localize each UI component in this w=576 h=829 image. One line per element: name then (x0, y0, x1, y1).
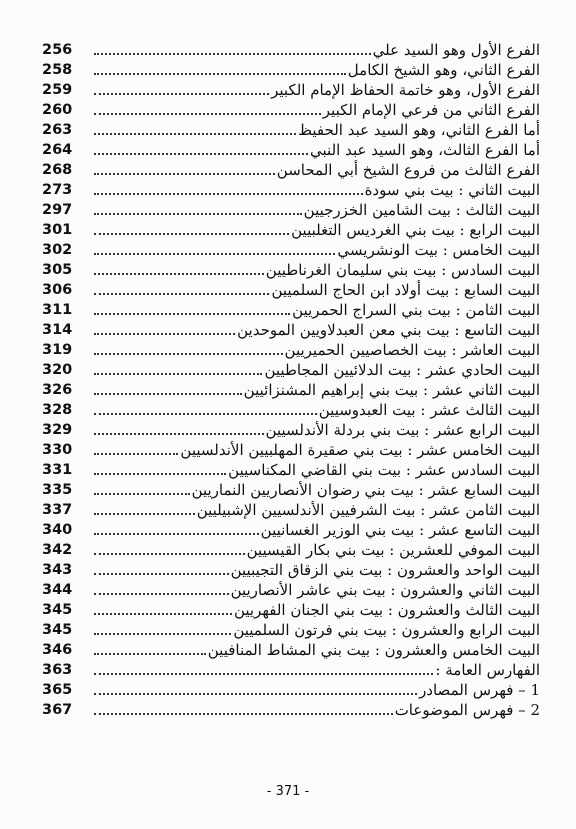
toc-row (40, 378, 540, 398)
toc-entry (90, 302, 540, 318)
toc-row (40, 678, 540, 698)
dot-leader (94, 192, 363, 195)
toc-title: البيت الثامن عشر : بيت الشرفيين الأندلسيين الإشبيليين (196, 501, 540, 519)
toc-page-number: 256 (42, 42, 73, 58)
toc-title: البيت الواحد والعشرون : بيت بني الزقاق التجيبيين (230, 561, 540, 579)
toc-entry (90, 82, 540, 98)
dot-leader (94, 132, 296, 135)
dot-leader (94, 672, 433, 675)
toc-title: الفرع الأول وهو السيد علي (372, 41, 540, 59)
toc-title: البيت الموفي للعشرين : بيت بني بكار القيسيين (246, 541, 540, 559)
toc-title: البيت السادس عشر : بيت بني القاضي المكناسيين (228, 461, 540, 479)
dot-leader (94, 472, 226, 475)
dot-leader (94, 692, 417, 695)
toc-page-number: 268 (42, 162, 73, 178)
toc-entry (90, 502, 540, 518)
toc-row (40, 318, 540, 338)
toc-row (40, 418, 540, 438)
dot-leader (94, 212, 302, 215)
toc-entry (90, 382, 540, 398)
toc-entry (90, 242, 540, 258)
toc-entry (90, 262, 540, 278)
toc-page-number: 302 (42, 242, 73, 258)
toc-title: البيت التاسع عشر : بيت بني الوزير الغسانيين (260, 521, 540, 539)
toc-entry (90, 482, 540, 498)
toc-entry (90, 362, 540, 378)
toc-entry (90, 442, 540, 458)
toc-page-number: 319 (42, 342, 73, 358)
toc-row (40, 518, 540, 538)
toc-page-number: 345 (42, 602, 73, 618)
toc-row (40, 458, 540, 478)
toc-entry (90, 462, 540, 478)
toc-row (40, 158, 540, 178)
dot-leader (94, 432, 264, 435)
toc-row (40, 638, 540, 658)
toc-title: البيت الحادي عشر : بيت الدلائيين المجاطيين (264, 361, 540, 379)
toc-row (40, 478, 540, 498)
toc-row (40, 398, 540, 418)
toc-page-number: 345 (42, 622, 73, 638)
toc-entry (90, 662, 540, 678)
toc-page-number: 328 (42, 402, 73, 418)
toc-title: البيت الثالث عشر : بيت العبدوسيين (318, 401, 540, 419)
dot-leader (94, 352, 283, 355)
toc-title: 1 – فهرس المصادر (419, 681, 540, 699)
dot-leader (94, 252, 335, 255)
dot-leader (94, 612, 232, 615)
toc-row (40, 558, 540, 578)
toc-entry (90, 402, 540, 418)
toc-entry (90, 162, 540, 178)
toc-page-number: 365 (42, 682, 73, 698)
toc-entry (90, 522, 540, 538)
toc-title: البيت الثاني والعشرون : بيت بني عاشر الأنصاريين (230, 581, 540, 599)
toc-page-number: 264 (42, 142, 73, 158)
dot-leader (94, 312, 290, 315)
toc-page-number: 331 (42, 462, 73, 478)
toc-row (40, 58, 540, 78)
toc-page-number: 329 (42, 422, 73, 438)
toc-page-number: 337 (42, 502, 73, 518)
toc-title: البيت السادس : بيت بني سليمان الغرناطيين (265, 261, 540, 279)
toc-entry (90, 542, 540, 558)
toc-title: الفرع الثالث من فروع الشيخ أبي المحاسن (276, 161, 540, 179)
dot-leader (94, 372, 262, 375)
toc-row (40, 118, 540, 138)
toc-entry (90, 602, 540, 618)
toc-title: الفرع الثاني، وهو الشيخ الكامل (347, 61, 540, 79)
toc-page-number: 342 (42, 542, 73, 558)
toc-page-number: 263 (42, 122, 73, 138)
toc-row (40, 698, 540, 718)
toc-title: البيت العاشر : بيت الخصاصيين الحميريين (284, 341, 540, 359)
dot-leader (94, 572, 229, 575)
page-number: - 371 - (266, 784, 310, 799)
dot-leader (94, 392, 242, 395)
toc-page-number: 363 (42, 662, 73, 678)
toc-row (40, 658, 540, 678)
toc-entry (90, 342, 540, 358)
dot-leader (94, 552, 245, 555)
toc-page-number: 330 (42, 442, 73, 458)
toc-title: البيت الثاني عشر : بيت بني إبراهيم المشنزائيين (243, 381, 540, 399)
toc-row (40, 258, 540, 278)
toc-entry (90, 42, 540, 58)
toc-title: البيت السابع : بيت أولاد ابن الحاج السلميين (271, 281, 540, 299)
dot-leader (94, 92, 269, 95)
toc-entry (90, 122, 540, 138)
toc-row (40, 338, 540, 358)
toc-page-number: 305 (42, 262, 73, 278)
toc-title: البيت الرابع والعشرون : بيت بني فرتون السلميين (233, 621, 540, 639)
toc-entry (90, 202, 540, 218)
toc-row (40, 218, 540, 238)
toc-page-number: 311 (42, 302, 73, 318)
dot-leader (94, 652, 206, 655)
toc-entry (90, 582, 540, 598)
toc-row (40, 498, 540, 518)
toc-entry (90, 642, 540, 658)
dot-leader (94, 292, 269, 295)
toc-row (40, 578, 540, 598)
toc-row (40, 538, 540, 558)
toc-entry (90, 62, 540, 78)
dot-leader (94, 52, 371, 55)
toc-row (40, 138, 540, 158)
toc-page-number: 367 (42, 702, 73, 718)
toc-page-number: 306 (42, 282, 73, 298)
toc-row (40, 358, 540, 378)
toc-title: البيت الثالث والعشرون : بيت بني الجنان الفهريين (233, 601, 540, 619)
dot-leader (94, 592, 229, 595)
toc-page-number: 335 (42, 482, 73, 498)
toc-title: البيت الثاني : بيت بني سودة (364, 181, 540, 199)
toc-page-number: 314 (42, 322, 73, 338)
dot-leader (94, 112, 321, 115)
toc-page-number: 301 (42, 222, 73, 238)
toc-page-number: 344 (42, 582, 73, 598)
toc-row (40, 438, 540, 458)
toc-title: البيت الخامس والعشرون : بيت بني المشاط المنافيين (207, 641, 540, 659)
toc-entry (90, 622, 540, 638)
dot-leader (94, 332, 235, 335)
toc-entry (90, 422, 540, 438)
toc-row (40, 238, 540, 258)
toc-row (40, 278, 540, 298)
toc-title: البيت الثالث : بيت الشامين الخزرجيين (303, 201, 540, 219)
dot-leader (94, 532, 259, 535)
dot-leader (94, 152, 308, 155)
toc-title: البيت السابع عشر : بيت بني رضوان الأنصاريين النماريين (191, 481, 540, 499)
toc-title: البيت الرابع عشر : بيت بني بردلة الأندلسيين (265, 421, 540, 439)
dot-leader (94, 452, 178, 455)
toc-title: البيت الخامس : بيت الونشريسي (337, 241, 540, 259)
dot-leader (94, 412, 317, 415)
dot-leader (94, 72, 346, 75)
toc-row (40, 98, 540, 118)
table-of-contents (40, 38, 540, 718)
toc-row (40, 198, 540, 218)
toc-entry (90, 142, 540, 158)
dot-leader (94, 492, 190, 495)
toc-title: البيت الخامس عشر : بيت بني صقيرة المهلبيين الأندلسيين (180, 441, 540, 459)
toc-entry (90, 702, 540, 718)
toc-page-number: 273 (42, 182, 73, 198)
toc-entry (90, 102, 540, 118)
toc-entry (90, 322, 540, 338)
toc-title: الفهارس العامة : (435, 661, 540, 679)
dot-leader (94, 632, 231, 635)
toc-title: 2 – فهرس الموضوعات (394, 701, 540, 719)
dot-leader (94, 272, 264, 275)
toc-title: الفرع الأول، وهو خاتمة الحفاظ الإمام الكبير (271, 81, 540, 99)
toc-title: أما الفرع الثالث، وهو السيد عبد النبي (310, 141, 540, 159)
toc-entry (90, 222, 540, 238)
toc-title: الفرع الثاني من فرعي الإمام الكبير (322, 101, 540, 119)
toc-row (40, 178, 540, 198)
toc-page-number: 326 (42, 382, 73, 398)
toc-entry (90, 682, 540, 698)
dot-leader (94, 232, 289, 235)
toc-entry (90, 562, 540, 578)
toc-row (40, 618, 540, 638)
dot-leader (94, 712, 393, 715)
toc-page-number: 297 (42, 202, 73, 218)
toc-page-number: 258 (42, 62, 73, 78)
dot-leader (94, 172, 275, 175)
toc-entry (90, 182, 540, 198)
toc-page-number: 343 (42, 562, 73, 578)
toc-row (40, 38, 540, 58)
toc-page-number: 260 (42, 102, 73, 118)
toc-page-number: 259 (42, 82, 73, 98)
toc-title: أما الفرع الثاني، وهو السيد عبد الحفيظ (298, 121, 540, 139)
toc-page-number: 320 (42, 362, 73, 378)
dot-leader (94, 512, 195, 515)
toc-entry (90, 282, 540, 298)
toc-row (40, 598, 540, 618)
toc-title: البيت التاسع : بيت بني معن العبدلاويين الموحدين (237, 321, 540, 339)
toc-page-number: 346 (42, 642, 73, 658)
toc-title: البيت الرابع : بيت بني الغرديس التغلبيين (291, 221, 540, 239)
toc-page-number: 340 (42, 522, 73, 538)
toc-row (40, 78, 540, 98)
toc-row (40, 298, 540, 318)
toc-title: البيت الثامن : بيت بني السراج الحمريين (292, 301, 540, 319)
